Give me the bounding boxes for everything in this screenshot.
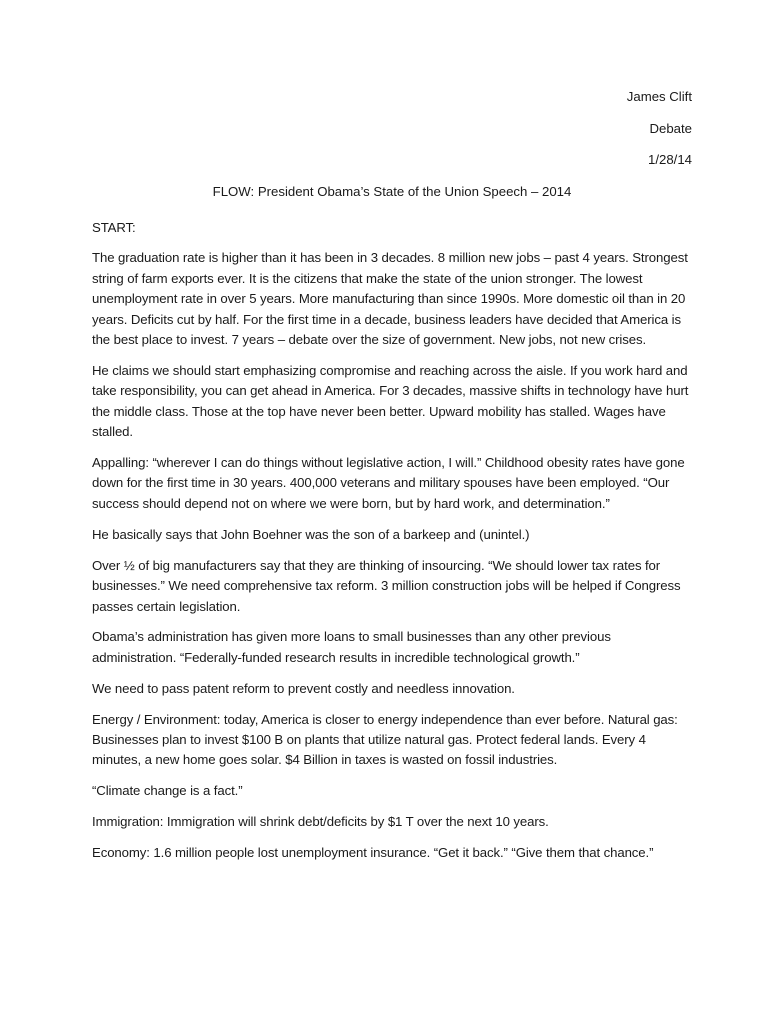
document-header xyxy=(92,88,692,183)
paragraph-climate: “Climate change is a fact.” xyxy=(92,783,243,799)
paragraph-patent: We need to pass patent reform to prevent costly and needless innovation. xyxy=(92,680,515,696)
paragraph-energy: Energy / Environment: today, America is closer to energy independence than ever before. Natural gas: Businesses plan to invest $100 B on plants that utilize natural gas. Protect federal lands. Every 4 minutes, a new home goes solar. $4 Billion in taxes is wasted on fossil industries. xyxy=(92,711,678,768)
paragraph-start: START: xyxy=(92,219,136,235)
document-body xyxy=(92,218,692,864)
paragraph-appalling: Appalling: “wherever I can do things without legislative action, I will.” Childhood obesity rates have gone down for the first time in 30 years. 400,000 veterans and military spouses have been employed. “Our success should depend not on where we were born, but by hard work, and determination.” xyxy=(92,455,685,511)
paragraph-compromise: He claims we should start emphasizing compromise and reaching across the aisle. If you work hard and take responsibility, you can get ahead in America. For 3 decades, massive shifts in technology have hurt the middle class. Those at the top have never been better. Upward mobility has stalled. Wages have stalled. xyxy=(92,362,689,440)
paragraph-boehner: He basically says that John Boehner was the son of a barkeep and (unintel.) xyxy=(92,526,530,542)
paragraph-immigration: Immigration: Immigration will shrink debt/deficits by $1 T over the next 10 years. xyxy=(92,814,549,830)
author-name: James Clift xyxy=(626,89,692,104)
paragraph-economy: Economy: 1.6 million people lost unemployment insurance. “Get it back.” “Give them that chance.” xyxy=(92,845,654,861)
document-date: 1/28/14 xyxy=(648,152,692,167)
paragraph-loans: Obama’s administration has given more loans to small businesses than any other previous administration. “Federally-funded research results in incredible technological growth.” xyxy=(92,629,611,665)
paragraph-manufacturing: Over ½ of big manufacturers say that they are thinking of insourcing. “We should lower tax rates for businesses.” We need comprehensive tax reform. 3 million construction jobs will be helped if Congress passes certain legislation. xyxy=(92,557,681,614)
document-title: FLOW: President Obama’s State of the Union Speech – 2014 xyxy=(212,183,572,199)
paragraph-statistics: The graduation rate is higher than it has been in 3 decades. 8 million new jobs – past 4 years. Strongest string of farm exports ever. It is the citizens that make the state of the union stronger. The lowest unemployment rate in over 5 years. More manufacturing than since 1990s. More domestic oil than in 20 years. Deficits cut by half. For the first time in a decade, business leaders have decided that America is the best place to invest. 7 years – debate over the size of government. New jobs, not new crises. xyxy=(92,250,688,348)
document-page xyxy=(92,88,692,874)
class-name: Debate xyxy=(649,120,692,136)
